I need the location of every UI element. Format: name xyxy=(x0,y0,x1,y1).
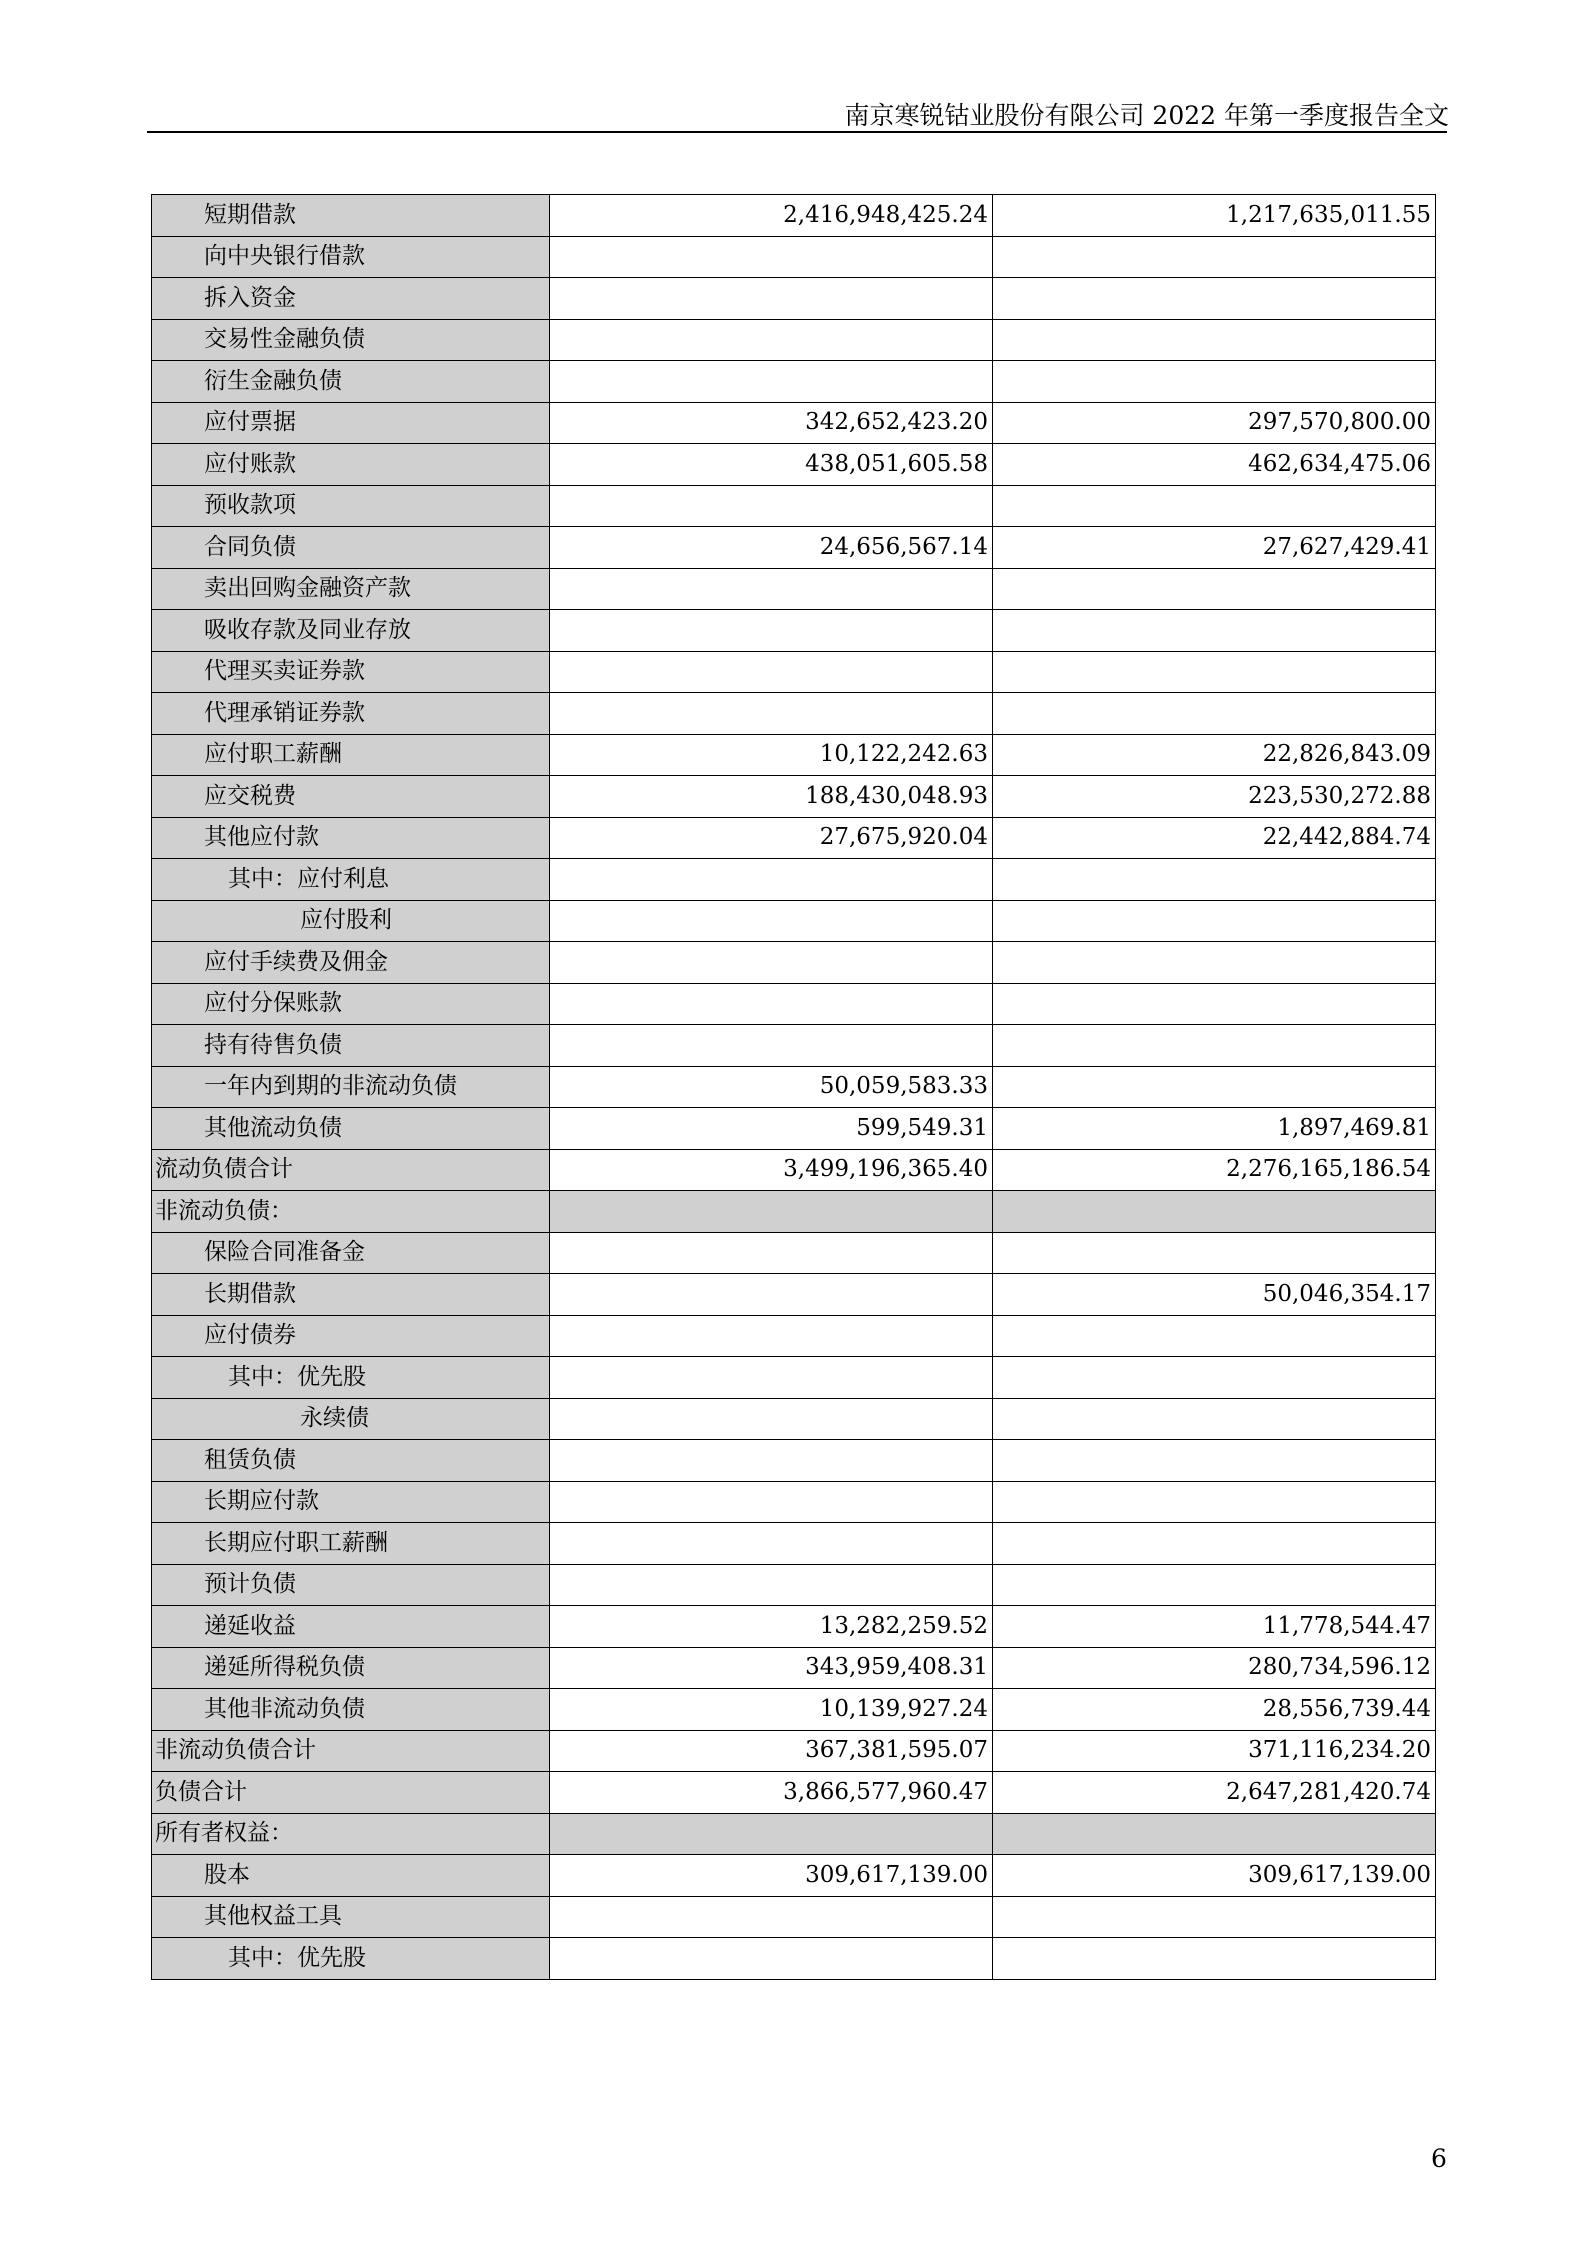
prior-period-value: 11,778,544.47 xyxy=(993,1606,1436,1648)
header-rule xyxy=(147,131,1447,133)
table-row xyxy=(152,1772,1436,1814)
prior-period-value: 462,634,475.06 xyxy=(993,444,1436,486)
current-period-value xyxy=(550,610,993,652)
prior-period-value: 22,826,843.09 xyxy=(993,734,1436,776)
prior-period-value xyxy=(993,319,1436,361)
row-label: 流动负债合计 xyxy=(152,1149,550,1191)
current-period-value: 27,675,920.04 xyxy=(550,817,993,859)
current-period-value xyxy=(550,568,993,610)
table-row xyxy=(152,361,1436,403)
prior-period-value xyxy=(993,1481,1436,1523)
row-label: 长期应付款 xyxy=(152,1481,550,1523)
current-period-value xyxy=(550,1315,993,1357)
prior-period-value xyxy=(993,485,1436,527)
row-label: 一年内到期的非流动负债 xyxy=(152,1066,550,1108)
row-label: 负债合计 xyxy=(152,1772,550,1814)
table-row xyxy=(152,983,1436,1025)
table-row xyxy=(152,1606,1436,1648)
prior-period-value: 1,897,469.81 xyxy=(993,1108,1436,1150)
prior-period-value: 309,617,139.00 xyxy=(993,1855,1436,1897)
table-row xyxy=(152,1730,1436,1772)
row-label: 租赁负债 xyxy=(152,1440,550,1482)
current-period-value xyxy=(550,900,993,942)
row-label: 应付职工薪酬 xyxy=(152,734,550,776)
row-label: 其他流动负债 xyxy=(152,1108,550,1150)
row-label: 交易性金融负债 xyxy=(152,319,550,361)
current-period-value xyxy=(550,1357,993,1399)
current-period-value xyxy=(550,236,993,278)
current-period-value xyxy=(550,278,993,320)
prior-period-value xyxy=(993,610,1436,652)
table-row xyxy=(152,319,1436,361)
row-label: 短期借款 xyxy=(152,195,550,237)
prior-period-value: 28,556,739.44 xyxy=(993,1689,1436,1731)
prior-period-value: 50,046,354.17 xyxy=(993,1274,1436,1316)
prior-period-value: 27,627,429.41 xyxy=(993,527,1436,569)
table-row xyxy=(152,942,1436,984)
prior-period-value xyxy=(993,1523,1436,1565)
prior-period-value: 371,116,234.20 xyxy=(993,1730,1436,1772)
row-label: 应付股利 xyxy=(152,900,550,942)
table-row xyxy=(152,1108,1436,1150)
balance-sheet-table xyxy=(151,194,1436,1980)
table-row xyxy=(152,1149,1436,1191)
current-period-value xyxy=(550,1191,993,1233)
table-row xyxy=(152,1025,1436,1067)
balance-sheet-body xyxy=(152,195,1436,1980)
current-period-value xyxy=(550,1813,993,1855)
row-label: 预收款项 xyxy=(152,485,550,527)
current-period-value xyxy=(550,1896,993,1938)
current-period-value: 50,059,583.33 xyxy=(550,1066,993,1108)
current-period-value xyxy=(550,319,993,361)
table-row xyxy=(152,776,1436,818)
prior-period-value xyxy=(993,1896,1436,1938)
current-period-value xyxy=(550,485,993,527)
prior-period-value: 297,570,800.00 xyxy=(993,402,1436,444)
prior-period-value xyxy=(993,1066,1436,1108)
current-period-value: 188,430,048.93 xyxy=(550,776,993,818)
table-row xyxy=(152,900,1436,942)
current-period-value: 3,499,196,365.40 xyxy=(550,1149,993,1191)
prior-period-value: 2,647,281,420.74 xyxy=(993,1772,1436,1814)
row-label: 递延所得税负债 xyxy=(152,1647,550,1689)
current-period-value xyxy=(550,1398,993,1440)
prior-period-value: 1,217,635,011.55 xyxy=(993,195,1436,237)
row-label: 长期应付职工薪酬 xyxy=(152,1523,550,1565)
row-label: 持有待售负债 xyxy=(152,1025,550,1067)
table-row xyxy=(152,527,1436,569)
row-label: 递延收益 xyxy=(152,1606,550,1648)
prior-period-value xyxy=(993,1315,1436,1357)
prior-period-value xyxy=(993,236,1436,278)
page-header-title: 南京寒锐钴业股份有限公司 2022 年第一季度报告全文 xyxy=(844,101,1449,130)
row-label: 股本 xyxy=(152,1855,550,1897)
current-period-value: 10,139,927.24 xyxy=(550,1689,993,1731)
table-row xyxy=(152,1481,1436,1523)
table-row xyxy=(152,1066,1436,1108)
table-row xyxy=(152,568,1436,610)
table-row xyxy=(152,817,1436,859)
table-row xyxy=(152,236,1436,278)
prior-period-value xyxy=(993,1813,1436,1855)
row-label: 拆入资金 xyxy=(152,278,550,320)
current-period-value: 10,122,242.63 xyxy=(550,734,993,776)
row-label: 其中：优先股 xyxy=(152,1938,550,1980)
section-header-row xyxy=(152,1813,1436,1855)
current-period-value xyxy=(550,1938,993,1980)
table-row xyxy=(152,1896,1436,1938)
prior-period-value xyxy=(993,1564,1436,1606)
table-row xyxy=(152,1938,1436,1980)
current-period-value xyxy=(550,1564,993,1606)
prior-period-value xyxy=(993,1440,1436,1482)
prior-period-value xyxy=(993,983,1436,1025)
row-label: 代理买卖证券款 xyxy=(152,651,550,693)
current-period-value: 2,416,948,425.24 xyxy=(550,195,993,237)
row-label: 其他非流动负债 xyxy=(152,1689,550,1731)
row-label: 卖出回购金融资产款 xyxy=(152,568,550,610)
table-row xyxy=(152,651,1436,693)
prior-period-value: 280,734,596.12 xyxy=(993,1647,1436,1689)
current-period-value: 438,051,605.58 xyxy=(550,444,993,486)
row-label: 吸收存款及同业存放 xyxy=(152,610,550,652)
prior-period-value xyxy=(993,1191,1436,1233)
prior-period-value xyxy=(993,693,1436,735)
row-label: 应付债券 xyxy=(152,1315,550,1357)
table-row xyxy=(152,1855,1436,1897)
current-period-value xyxy=(550,1481,993,1523)
table-row xyxy=(152,1440,1436,1482)
current-period-value: 343,959,408.31 xyxy=(550,1647,993,1689)
table-row xyxy=(152,1232,1436,1274)
row-label: 代理承销证券款 xyxy=(152,693,550,735)
table-row xyxy=(152,1689,1436,1731)
prior-period-value: 22,442,884.74 xyxy=(993,817,1436,859)
table-row xyxy=(152,859,1436,901)
prior-period-value xyxy=(993,568,1436,610)
current-period-value xyxy=(550,859,993,901)
row-label: 应付分保账款 xyxy=(152,983,550,1025)
prior-period-value xyxy=(993,1398,1436,1440)
current-period-value xyxy=(550,1440,993,1482)
table-row xyxy=(152,1274,1436,1316)
row-label: 应交税费 xyxy=(152,776,550,818)
current-period-value: 342,652,423.20 xyxy=(550,402,993,444)
row-label: 永续债 xyxy=(152,1398,550,1440)
prior-period-value: 223,530,272.88 xyxy=(993,776,1436,818)
prior-period-value xyxy=(993,1357,1436,1399)
table-row xyxy=(152,610,1436,652)
row-label: 预计负债 xyxy=(152,1564,550,1606)
row-label: 合同负债 xyxy=(152,527,550,569)
page-number: 6 xyxy=(1431,2144,1447,2173)
row-label: 其他权益工具 xyxy=(152,1896,550,1938)
row-label: 其中：优先股 xyxy=(152,1357,550,1399)
prior-period-value xyxy=(993,1232,1436,1274)
table-row xyxy=(152,1647,1436,1689)
table-row xyxy=(152,444,1436,486)
prior-period-value xyxy=(993,361,1436,403)
table-row xyxy=(152,1398,1436,1440)
table-row xyxy=(152,402,1436,444)
row-label: 其他应付款 xyxy=(152,817,550,859)
table-row xyxy=(152,485,1436,527)
current-period-value: 367,381,595.07 xyxy=(550,1730,993,1772)
row-label: 保险合同准备金 xyxy=(152,1232,550,1274)
current-period-value xyxy=(550,693,993,735)
prior-period-value xyxy=(993,651,1436,693)
prior-period-value xyxy=(993,278,1436,320)
current-period-value xyxy=(550,361,993,403)
prior-period-value xyxy=(993,900,1436,942)
table-row xyxy=(152,195,1436,237)
prior-period-value xyxy=(993,1025,1436,1067)
table-row xyxy=(152,734,1436,776)
prior-period-value xyxy=(993,1938,1436,1980)
current-period-value xyxy=(550,942,993,984)
section-header-row xyxy=(152,1191,1436,1233)
current-period-value: 599,549.31 xyxy=(550,1108,993,1150)
row-label: 所有者权益： xyxy=(152,1813,550,1855)
row-label: 向中央银行借款 xyxy=(152,236,550,278)
current-period-value: 309,617,139.00 xyxy=(550,1855,993,1897)
table-row xyxy=(152,1564,1436,1606)
table-row xyxy=(152,693,1436,735)
current-period-value xyxy=(550,983,993,1025)
row-label: 长期借款 xyxy=(152,1274,550,1316)
current-period-value: 24,656,567.14 xyxy=(550,527,993,569)
row-label: 应付票据 xyxy=(152,402,550,444)
table-row xyxy=(152,1357,1436,1399)
current-period-value xyxy=(550,1232,993,1274)
row-label: 应付手续费及佣金 xyxy=(152,942,550,984)
current-period-value xyxy=(550,1523,993,1565)
current-period-value xyxy=(550,1274,993,1316)
current-period-value: 13,282,259.52 xyxy=(550,1606,993,1648)
row-label: 其中：应付利息 xyxy=(152,859,550,901)
row-label: 非流动负债合计 xyxy=(152,1730,550,1772)
table-row xyxy=(152,1315,1436,1357)
current-period-value: 3,866,577,960.47 xyxy=(550,1772,993,1814)
row-label: 应付账款 xyxy=(152,444,550,486)
row-label: 非流动负债： xyxy=(152,1191,550,1233)
current-period-value xyxy=(550,651,993,693)
prior-period-value xyxy=(993,859,1436,901)
table-row xyxy=(152,1523,1436,1565)
table-row xyxy=(152,278,1436,320)
current-period-value xyxy=(550,1025,993,1067)
row-label: 衍生金融负债 xyxy=(152,361,550,403)
prior-period-value xyxy=(993,942,1436,984)
prior-period-value: 2,276,165,186.54 xyxy=(993,1149,1436,1191)
